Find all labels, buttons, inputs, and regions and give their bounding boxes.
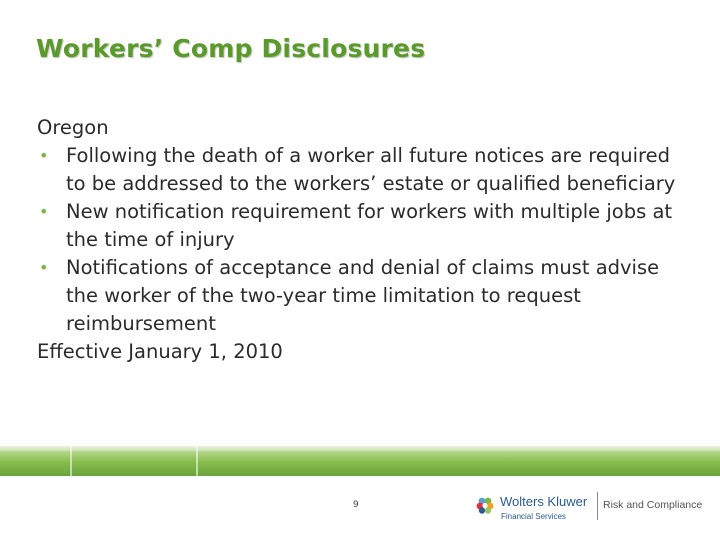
effective-date: Effective January 1, 2010 <box>37 340 283 363</box>
bullet-icon: • <box>39 258 49 277</box>
slide-body <box>37 114 697 366</box>
company-logo <box>474 492 704 524</box>
bullet-icon: • <box>39 146 49 165</box>
state-heading: Oregon <box>37 116 109 139</box>
globe-logo-icon <box>474 494 496 516</box>
bullet-text: Following the death of a worker all future notices are required to be addressed to the workers’ estate or qualified beneficiary <box>66 144 676 195</box>
bullet-text: New notification requirement for workers with multiple jobs at the time of injury <box>66 200 673 251</box>
footer-band-divider <box>70 446 72 476</box>
brand-tagline: Risk and Compliance <box>603 499 703 511</box>
footer-band <box>0 451 720 476</box>
bullet-item <box>37 254 691 338</box>
brand-subtitle: Financial Services <box>501 512 566 521</box>
brand-name: Wolters Kluwer <box>500 494 588 509</box>
page-number: 9 <box>353 500 359 510</box>
footer-band-divider <box>196 446 198 476</box>
bullet-item <box>37 198 706 254</box>
slide-title: Workers’ Comp Disclosures <box>36 34 426 63</box>
bullet-text: Notifications of acceptance and denial of claims must advise the worker of the two-year time limitation to request reimbursement <box>66 256 660 335</box>
bullet-icon: • <box>39 202 49 221</box>
logo-separator <box>597 492 598 520</box>
bullet-item <box>37 142 676 198</box>
